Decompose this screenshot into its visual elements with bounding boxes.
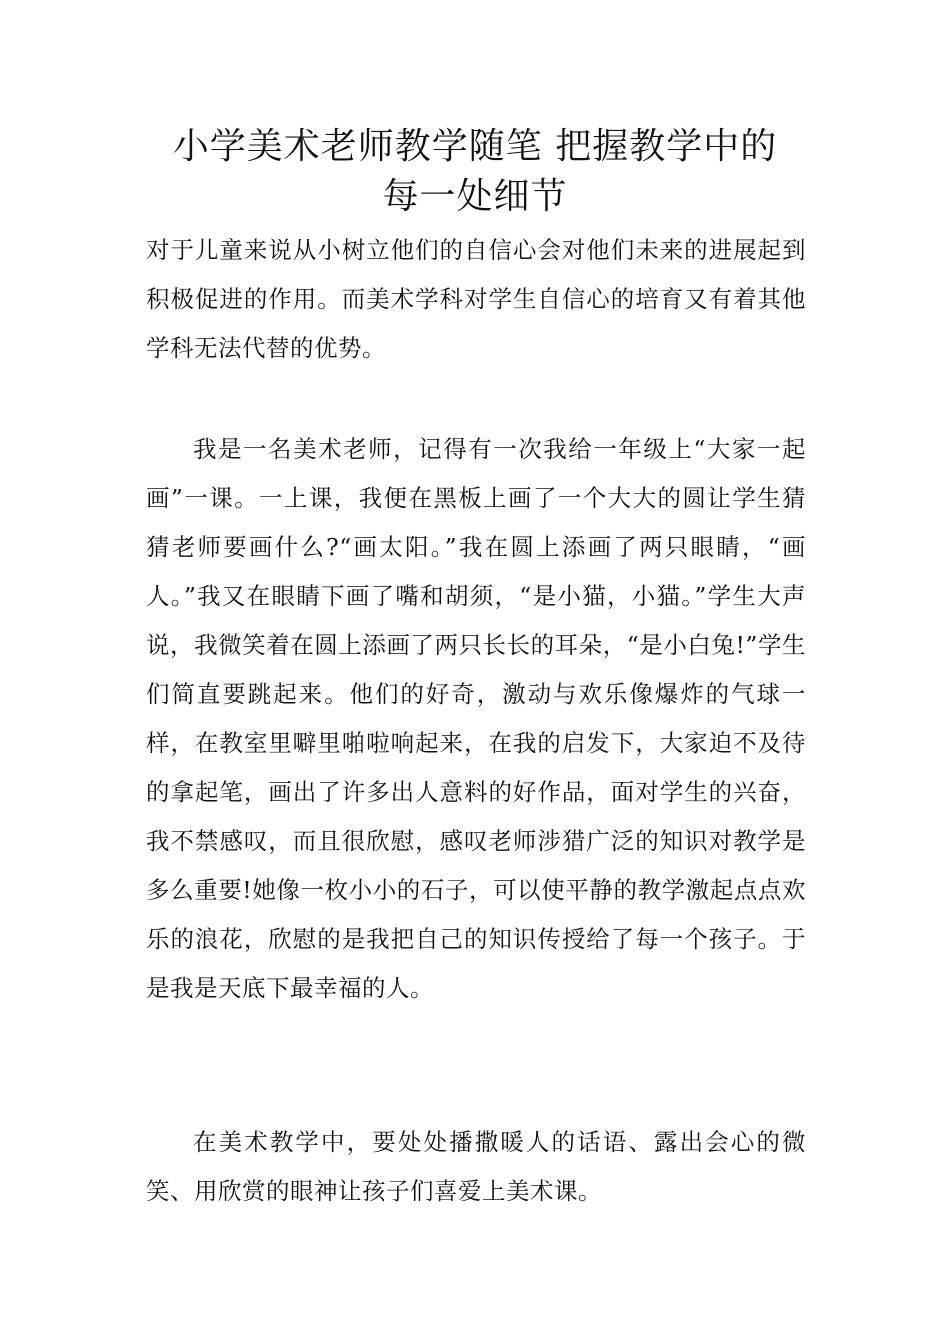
title-line-2: 每一处细节 — [382, 176, 568, 217]
paragraph-story: 我是一名美术老师，记得有一次我给一年级上“大家一起画”一课。一上课，我便在黑板上画了一个大大的圆让学生猜猜老师要画什么?“画太阳。”我在圆上添画了两只眼睛，“画人。”我又在眼睛下画了嘴和胡须，“是小猫，小猫。”学生大声说，我微笑着在圆上添画了两只长长的耳朵，“是小白兔!”学生们简直要跳起来。他们的好奇，激动与欢乐像爆炸的气球一样，在教室里噼里啪啦响起来，在我的启发下，大家迫不及待的拿起笔，画出了许多出人意料的好作品，面对学生的兴奋，我不禁感叹，而且很欣慰，感叹老师涉猎广泛的知识对教学是多么重要!她像一枚小小的石子，可以使平静的教学激起点点欢乐的浪花，欣慰的是我把自己的知识传授给了每一个孩子。于是我是天底下最幸福的人。 — [146, 435, 806, 1002]
title-line-1: 小学美术老师教学随笔 把握教学中的 — [172, 126, 778, 167]
paragraph-conclusion: 在美术教学中，要处处播撒暖人的话语、露出会心的微笑、用欣赏的眼神让孩子们喜爱上美术课。 — [146, 1128, 806, 1205]
document-title — [0, 122, 950, 222]
paragraph-intro: 对于儿童来说从小树立他们的自信心会对他们未来的进展起到积极促进的作用。而美术学科对学生自信心的培育又有着其他学科无法代替的优势。 — [146, 236, 806, 362]
